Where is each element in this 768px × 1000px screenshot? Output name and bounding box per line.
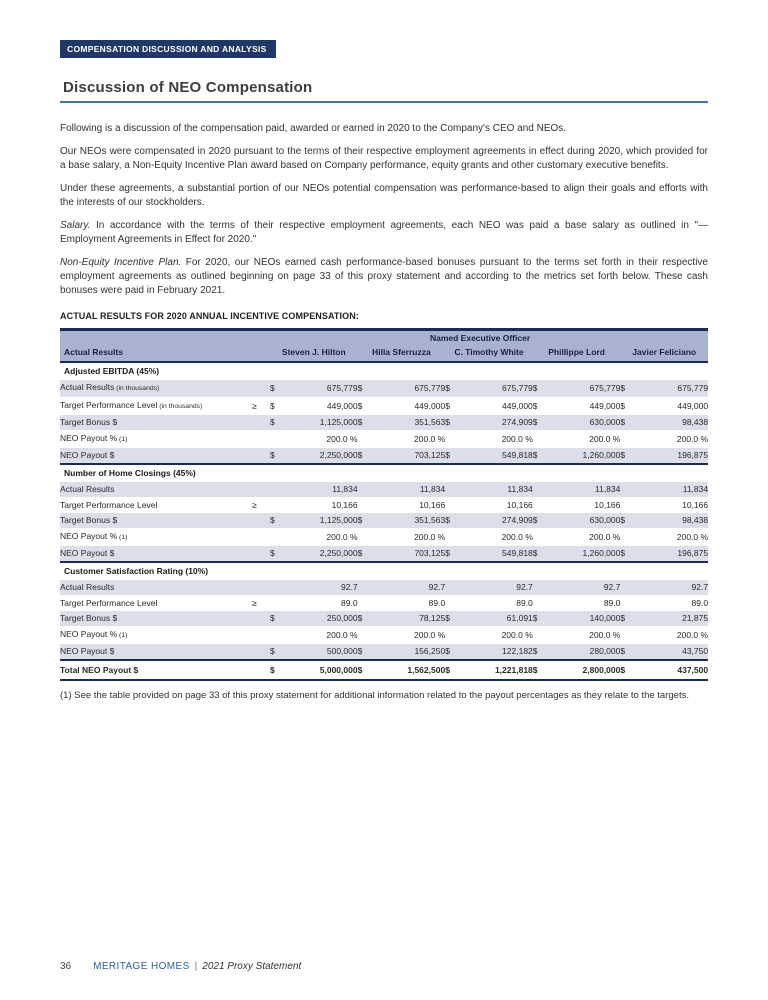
row-label-note: (1) <box>117 533 128 541</box>
cell-value: 89.0 <box>428 597 446 608</box>
currency-sign: $ <box>358 611 374 627</box>
row-label <box>60 626 252 644</box>
currency-sign: $ <box>620 644 636 661</box>
table-heading: ACTUAL RESULTS FOR 2020 ANNUAL INCENTIVE COMPENSATION: <box>60 311 359 321</box>
row-label-note: (in thousands) <box>157 402 203 410</box>
cell-value: 1,260,000 <box>549 546 621 563</box>
cell-value: 89.0 <box>341 597 358 608</box>
column-header-row <box>60 345 708 362</box>
cell-value: 1,260,000 <box>549 448 621 465</box>
cell-value: 2,800,000 <box>549 660 621 680</box>
row-label <box>60 528 252 546</box>
currency-sign: $ <box>270 448 286 465</box>
cell-value: 200.0 % <box>326 629 358 640</box>
comparison-symbol <box>252 513 270 529</box>
cell-value: 11,834 <box>636 482 708 498</box>
currency-sign <box>445 482 461 498</box>
cell-value: 1,125,000 <box>286 415 358 431</box>
currency-sign <box>445 497 461 513</box>
cell-value: 10,166 <box>506 499 533 510</box>
non-equity-text: For 2020, our NEOs earned cash performance-based bonuses pursuant to the terms set forth in their respective employment agreements as outlined beginning on page 33 of this proxy statement and according to the metrics set forth below. These cash bonuses were paid in February 2021. <box>60 257 708 296</box>
row-label-text: Actual Results <box>60 582 115 592</box>
row-label <box>60 448 252 465</box>
named-executive-officer-header: Named Executive Officer <box>252 330 708 346</box>
currency-sign <box>358 482 374 498</box>
currency-sign: $ <box>620 380 636 398</box>
currency-sign: $ <box>358 644 374 661</box>
currency-sign <box>445 595 461 611</box>
page-title: Discussion of NEO Compensation <box>60 79 708 103</box>
metric-section-title: Customer Satisfaction Rating (10%) <box>60 562 708 580</box>
table-row <box>60 430 708 448</box>
row-label <box>60 430 252 448</box>
cell-value: 351,563 <box>374 513 446 529</box>
comparison-symbol: ≥ <box>252 597 257 608</box>
table-row <box>60 497 708 513</box>
cell-value: 675,779 <box>549 380 621 398</box>
currency-sign <box>445 528 461 546</box>
table-row <box>60 611 708 627</box>
table-row <box>60 415 708 431</box>
metric-section-row <box>60 362 708 380</box>
cell-value: 274,909 <box>461 415 533 431</box>
cell-value: 89.0 <box>691 597 709 608</box>
cell-value: 2,250,000 <box>286 546 358 563</box>
currency-sign: $ <box>445 448 461 465</box>
row-label-text: NEO Payout $ <box>60 646 115 656</box>
currency-sign: $ <box>533 611 549 627</box>
row-label-note: (1) <box>117 435 128 443</box>
currency-sign: $ <box>620 400 626 411</box>
cell-value: 200.0 % <box>501 531 533 542</box>
cell-value: 630,000 <box>549 513 621 529</box>
cell-value: 1,562,500 <box>374 660 446 680</box>
currency-sign <box>620 497 636 513</box>
executive-name-header: Javier Feliciano <box>620 345 708 362</box>
page-footer <box>60 961 301 972</box>
currency-sign <box>533 580 549 596</box>
footnote-1: (1) See the table provided on page 33 of this proxy statement for additional information related to the payout percentages as they relate to the targets. <box>60 689 689 701</box>
row-label <box>60 595 252 611</box>
currency-sign <box>358 580 374 596</box>
cell-value: 11,834 <box>461 482 533 498</box>
row-label-text: NEO Payout % <box>60 432 118 443</box>
paragraph-intro: Following is a discussion of the compensation paid, awarded or earned in 2020 to the Company's CEO and NEOs. <box>60 123 567 134</box>
currency-sign <box>533 595 549 611</box>
cell-value: 11,834 <box>549 482 621 498</box>
comparison-symbol <box>252 415 270 431</box>
total-row-label: Total NEO Payout $ <box>60 660 252 680</box>
cell-value: 2,250,000 <box>286 448 358 465</box>
salary-text: In accordance with the terms of their respective employment agreements, each NEO was paid a base salary as outlined in "— Employment Agreements in Effect for 2020." <box>60 220 708 245</box>
comparison-symbol <box>252 660 270 680</box>
row-label-text: NEO Payout $ <box>60 548 115 558</box>
cell-value: 549,818 <box>461 448 533 465</box>
metric-section-title: Adjusted EBITDA (45%) <box>64 366 160 376</box>
table-row <box>60 580 708 596</box>
comparison-symbol <box>252 626 270 644</box>
executive-name-header: Hilla Sferruzza <box>358 345 446 362</box>
cell-value: 200.0 % <box>676 433 709 444</box>
cell-value: 200.0 % <box>676 629 709 640</box>
currency-sign: $ <box>533 660 549 680</box>
currency-sign: $ <box>533 644 549 661</box>
comparison-symbol <box>252 611 270 627</box>
incentive-table-header <box>60 330 708 363</box>
currency-sign <box>358 430 374 448</box>
row-label <box>60 644 252 661</box>
cell-value: 10,166 <box>419 499 446 510</box>
currency-sign <box>358 595 374 611</box>
currency-sign: $ <box>445 380 461 398</box>
row-label-note: (in thousands) <box>114 385 160 392</box>
incentive-table <box>60 328 708 681</box>
currency-sign <box>358 626 374 644</box>
comparison-symbol <box>252 448 270 465</box>
cell-value: 703,125 <box>374 546 446 563</box>
currency-sign: $ <box>445 611 461 627</box>
cell-value: 200.0 % <box>589 531 621 542</box>
comparison-symbol <box>252 580 270 596</box>
cell-value: 200.0 % <box>501 629 533 640</box>
currency-sign: $ <box>358 546 374 563</box>
cell-value: 196,875 <box>636 448 708 465</box>
non-equity-lead: Non-Equity Incentive Plan. <box>60 257 182 268</box>
table-row <box>60 644 708 661</box>
row-label <box>60 513 252 529</box>
currency-sign: $ <box>620 546 636 563</box>
cell-value: 200.0 % <box>501 433 533 444</box>
currency-sign <box>270 497 286 513</box>
paragraph-non-equity-incentive <box>60 256 708 298</box>
cell-value: 1,221,818 <box>461 660 533 680</box>
cell-value: 89.0 <box>516 597 533 608</box>
cell-value: 449,000 <box>414 400 446 411</box>
currency-sign: $ <box>533 448 549 465</box>
cell-value: 196,875 <box>636 546 708 563</box>
currency-sign: $ <box>270 400 275 411</box>
document-title: 2021 Proxy Statement <box>202 961 302 972</box>
cell-value: 11,834 <box>374 482 446 498</box>
total-neo-payout-row <box>60 660 708 680</box>
currency-sign: $ <box>270 611 286 627</box>
cell-value: 156,250 <box>374 644 446 661</box>
metric-section-row <box>60 464 708 482</box>
cell-value: 449,000 <box>589 400 621 411</box>
actual-results-column-header: Actual Results <box>60 345 252 362</box>
currency-sign: $ <box>358 513 374 529</box>
table-row <box>60 448 708 465</box>
comparison-symbol <box>252 528 270 546</box>
cell-value: 675,779 <box>461 380 533 398</box>
currency-sign: $ <box>533 513 549 529</box>
row-label <box>60 611 252 627</box>
table-row <box>60 513 708 529</box>
row-label-text: NEO Payout $ <box>60 450 115 460</box>
comparison-symbol <box>252 644 270 661</box>
cell-value: 10,166 <box>331 499 358 510</box>
currency-sign <box>533 528 549 546</box>
cell-value: 92.7 <box>461 580 533 596</box>
cell-value: 200.0 % <box>413 629 446 640</box>
currency-sign: $ <box>445 546 461 563</box>
currency-sign <box>620 580 636 596</box>
currency-sign: $ <box>445 513 461 529</box>
company-name: MERITAGE HOMES <box>93 961 190 972</box>
cell-value: 200.0 % <box>326 433 358 444</box>
cell-value: 98,438 <box>636 513 708 529</box>
currency-sign <box>620 482 636 498</box>
comparison-symbol: ≥ <box>252 499 257 510</box>
row-label-text: Target Performance Level <box>60 597 158 608</box>
cell-value: 200.0 % <box>413 433 446 444</box>
cell-value: 449,000 <box>502 400 533 411</box>
row-label-text: Target Bonus $ <box>60 613 118 623</box>
page-number: 36 <box>60 961 72 972</box>
currency-sign <box>270 580 286 596</box>
comparison-symbol <box>252 380 270 398</box>
cell-value: 449,000 <box>326 400 358 411</box>
currency-sign: $ <box>445 415 461 431</box>
table-row <box>60 528 708 546</box>
cell-value: 675,779 <box>286 380 358 398</box>
currency-sign: $ <box>358 380 374 398</box>
executive-name-header: Phillippe Lord <box>533 345 621 362</box>
footer-separator: | <box>194 961 198 972</box>
metric-section-row <box>60 562 708 580</box>
row-label <box>60 380 252 398</box>
currency-sign <box>533 430 549 448</box>
incentive-table-body <box>60 362 708 680</box>
currency-sign: $ <box>270 644 286 661</box>
cell-value: 98,438 <box>636 415 708 431</box>
currency-sign <box>533 626 549 644</box>
currency-sign <box>270 482 286 498</box>
currency-sign <box>270 626 286 644</box>
row-label <box>60 580 252 596</box>
currency-sign: $ <box>533 546 549 563</box>
comparison-symbol <box>252 546 270 563</box>
metric-section-title: Number of Home Closings (45%) <box>60 464 708 482</box>
cell-value: 92.7 <box>636 580 708 596</box>
currency-sign: $ <box>620 611 636 627</box>
cell-value: 675,779 <box>374 380 446 398</box>
currency-sign: $ <box>533 415 549 431</box>
cell-value: 500,000 <box>286 644 358 661</box>
cell-value: 449,000 <box>677 400 709 411</box>
executive-name-header: Steven J. Hilton <box>270 345 358 362</box>
group-header-row <box>60 330 708 346</box>
currency-sign <box>445 580 461 596</box>
cell-value: 200.0 % <box>676 531 709 542</box>
row-label <box>60 482 252 498</box>
body-paragraphs <box>60 122 708 298</box>
cell-value: 11,834 <box>286 482 358 498</box>
row-label-text: NEO Payout % <box>60 628 118 639</box>
cell-value: 351,563 <box>374 415 446 431</box>
currency-sign: $ <box>270 380 286 398</box>
cell-value: 122,182 <box>461 644 533 661</box>
currency-sign: $ <box>358 660 374 680</box>
cell-value: 200.0 % <box>589 433 621 444</box>
currency-sign: $ <box>358 448 374 465</box>
row-label-text: NEO Payout % <box>60 530 118 541</box>
cell-value: 140,000 <box>549 611 621 627</box>
currency-sign: $ <box>358 415 374 431</box>
row-label-text: Target Performance Level <box>60 399 158 410</box>
table-row <box>60 380 708 398</box>
currency-sign <box>620 430 636 448</box>
section-badge: COMPENSATION DISCUSSION AND ANALYSIS <box>60 40 276 58</box>
row-label-note: (1) <box>117 631 128 639</box>
currency-sign <box>270 430 286 448</box>
currency-sign <box>533 497 549 513</box>
currency-sign: $ <box>270 415 286 431</box>
row-label <box>60 497 252 513</box>
group-header-spacer <box>60 330 252 346</box>
cell-value: 92.7 <box>286 580 358 596</box>
currency-sign: $ <box>445 400 450 411</box>
cell-value: 280,000 <box>549 644 621 661</box>
cell-value: 200.0 % <box>326 531 358 542</box>
table-row <box>60 626 708 644</box>
currency-sign: $ <box>620 415 636 431</box>
currency-sign: $ <box>532 400 538 411</box>
currency-sign: $ <box>270 546 286 563</box>
cell-value: 437,500 <box>636 660 708 680</box>
cell-value: 630,000 <box>549 415 621 431</box>
currency-sign <box>620 626 636 644</box>
cell-value: 10,166 <box>594 499 621 510</box>
cell-value: 5,000,000 <box>286 660 358 680</box>
comparison-symbol <box>252 482 270 498</box>
currency-sign: $ <box>620 448 636 465</box>
currency-sign <box>270 595 286 611</box>
currency-sign: $ <box>620 660 636 680</box>
table-row <box>60 546 708 563</box>
currency-sign: $ <box>270 660 286 680</box>
cell-value: 89.0 <box>603 597 621 608</box>
currency-sign: $ <box>357 400 363 411</box>
currency-sign: $ <box>445 644 461 661</box>
table-row <box>60 397 708 415</box>
row-label-text: Actual Results <box>60 382 115 392</box>
row-label <box>60 415 252 431</box>
cell-value: 43,750 <box>636 644 708 661</box>
currency-sign <box>620 528 636 546</box>
cell-value: 1,125,000 <box>286 513 358 529</box>
currency-sign <box>620 595 636 611</box>
comparison-symbol: ≥ <box>252 400 257 411</box>
cell-value: 92.7 <box>374 580 446 596</box>
cell-value: 703,125 <box>374 448 446 465</box>
cell-value: 549,818 <box>461 546 533 563</box>
cell-value: 200.0 % <box>413 531 446 542</box>
currency-sign <box>445 626 461 644</box>
comparison-symbol <box>252 430 270 448</box>
currency-sign: $ <box>533 380 549 398</box>
executive-name-header: C. Timothy White <box>445 345 533 362</box>
row-label <box>60 397 252 415</box>
table-row <box>60 595 708 611</box>
paragraph-performance-based: Under these agreements, a substantial portion of our NEOs potential compensation was performance-based to align their goals and efforts with the interests of our stockholders. <box>60 183 708 208</box>
cell-value: 675,779 <box>636 380 708 398</box>
cell-value: 274,909 <box>461 513 533 529</box>
cell-value: 21,875 <box>636 611 708 627</box>
row-label-text: Target Performance Level <box>60 499 158 510</box>
currency-sign <box>445 430 461 448</box>
row-label <box>60 546 252 563</box>
row-label-text: Actual Results <box>60 484 115 494</box>
cell-value: 61,091 <box>461 611 533 627</box>
currency-sign <box>533 482 549 498</box>
paragraph-compensation-terms: Our NEOs were compensated in 2020 pursuant to the terms of their respective employment agreements in effect during 2020, which provided for a base salary, a Non-Equity Incentive Plan award based on Company performance, equity grants and other customary executive benefits. <box>60 146 708 171</box>
currency-sign <box>358 528 374 546</box>
symbol-column-header <box>252 345 270 362</box>
currency-sign <box>270 528 286 546</box>
cell-value: 92.7 <box>549 580 621 596</box>
row-label-text: Target Bonus $ <box>60 417 118 427</box>
currency-sign: $ <box>445 660 461 680</box>
cell-value: 250,000 <box>286 611 358 627</box>
table-row <box>60 482 708 498</box>
salary-lead: Salary. <box>60 220 91 231</box>
currency-sign: $ <box>270 513 286 529</box>
paragraph-salary <box>60 219 708 247</box>
cell-value: 10,166 <box>682 499 709 510</box>
cell-value: 78,125 <box>374 611 446 627</box>
currency-sign: $ <box>620 513 636 529</box>
cell-value: 200.0 % <box>589 629 621 640</box>
currency-sign <box>358 497 374 513</box>
row-label-text: Target Bonus $ <box>60 515 118 525</box>
